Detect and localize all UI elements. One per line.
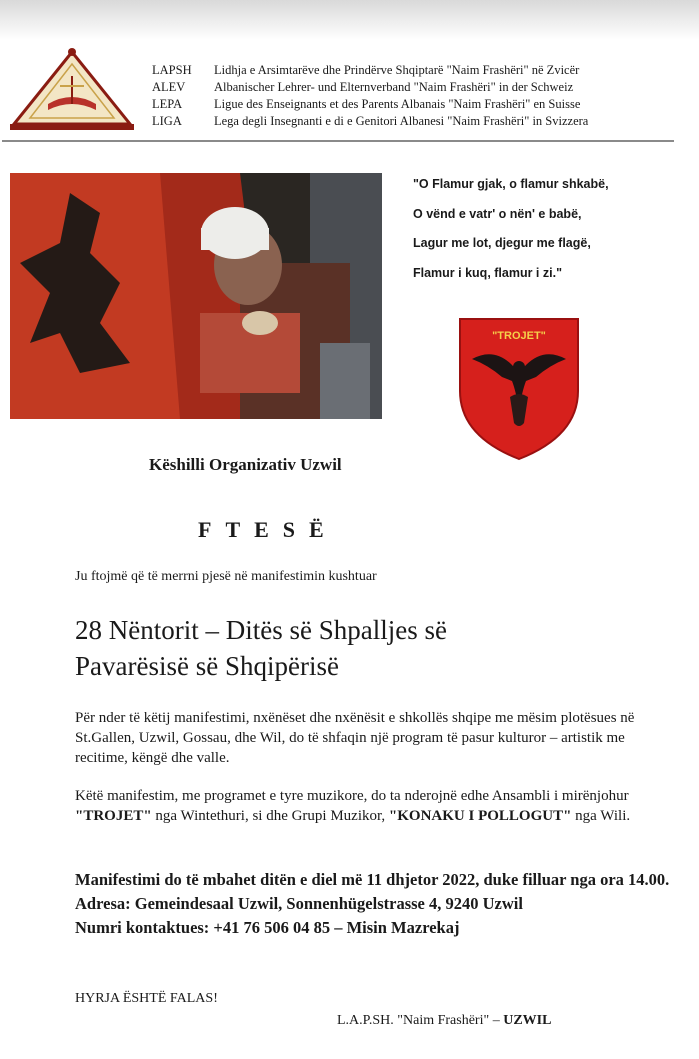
page-title: FTESË <box>198 517 338 542</box>
signature-city: UZWIL <box>503 1013 552 1028</box>
free-entry-note: HYRJA ËSHTË FALAS! <box>75 991 218 1006</box>
trojet-shield-emblem <box>454 311 584 461</box>
event-details <box>75 868 685 940</box>
lapsh-logo <box>8 46 136 132</box>
para2-text: Këtë manifestim, me programet e tyre muzikore, do ta nderojnë edhe Ansambli i mirënjohur <box>75 788 629 804</box>
program-paragraph: Për nder të këtij manifestimi, nxënëset dhe nxënësit e shkollës shqipe me mësim plotësues në St.Gallen, Uzwil, Gossau, dhe Wil, do të shfaqin një program të pasur kulturor – artistik me recitime, këngë dhe valle. <box>75 710 635 766</box>
headline-line-1: 28 Nëntorit – Ditës së Shpalljes së <box>75 615 447 645</box>
org-row <box>152 96 692 113</box>
signature-prefix: L.A.P.SH. "Naim Frashëri" – <box>337 1013 504 1028</box>
anthem-quote <box>413 176 693 294</box>
para2-text: nga Wintethuri, si dhe Grupi Muzikor, <box>151 808 389 824</box>
org-code: ALEV <box>152 80 186 94</box>
org-name: Lega degli Insegnanti e di e Genitori Albanesi "Naim Frashëri" in Svizzera <box>214 114 589 128</box>
header-organizations <box>152 62 692 130</box>
para2-text: nga Wili. <box>571 808 631 824</box>
contact-line: Numri kontaktues: +41 76 506 04 85 – Misin Mazrekaj <box>75 918 460 937</box>
org-name: Lidhja e Arsimtarëve dhe Prindërve Shqiptarë "Naim Frashëri" në Zvicër <box>214 63 580 77</box>
org-row <box>152 62 692 79</box>
address-line: Adresa: Gemeindesaal Uzwil, Sonnenhügelstrasse 4, 9240 Uzwil <box>75 894 523 913</box>
date-line: Manifestimi do të mbahet ditën e diel më 11 dhjetor 2022, duke filluar nga ora 14.00. <box>75 870 670 889</box>
shield-text: "TROJET" <box>492 330 546 342</box>
group-name: "KONAKU I POLLOGUT" <box>388 808 572 824</box>
org-code: LEPA <box>152 97 183 111</box>
council-name: Këshilli Organizativ Uzwil <box>149 455 342 474</box>
music-paragraph <box>75 786 675 826</box>
signature <box>337 1013 551 1029</box>
flag-photo <box>10 173 382 419</box>
header-divider <box>2 140 674 142</box>
ensemble-name: "TROJET" <box>75 808 152 824</box>
org-code: LAPSH <box>152 63 192 77</box>
org-row <box>152 79 692 96</box>
org-code: LIGA <box>152 114 182 128</box>
org-row <box>152 113 692 130</box>
quote-line: O vënd e vatr' o nën' e babë, <box>413 206 582 221</box>
top-fade <box>0 0 699 40</box>
event-headline <box>75 612 675 684</box>
quote-line: Flamur i kuq, flamur i zi." <box>413 265 563 280</box>
org-name: Albanischer Lehrer- und Elternverband "Naim Frashëri" in der Schweiz <box>214 80 574 94</box>
org-name: Ligue des Enseignants et des Parents Albanais "Naim Frashëri" en Suisse <box>214 97 581 111</box>
quote-line: Lagur me lot, djegur me flagë, <box>413 236 591 250</box>
headline-line-2: Pavarësisë së Shqipërisë <box>75 651 339 681</box>
invite-line: Ju ftojmë që të merrni pjesë në manifestimin kushtuar <box>75 569 377 584</box>
quote-line: "O Flamur gjak, o flamur shkabë, <box>413 177 609 191</box>
